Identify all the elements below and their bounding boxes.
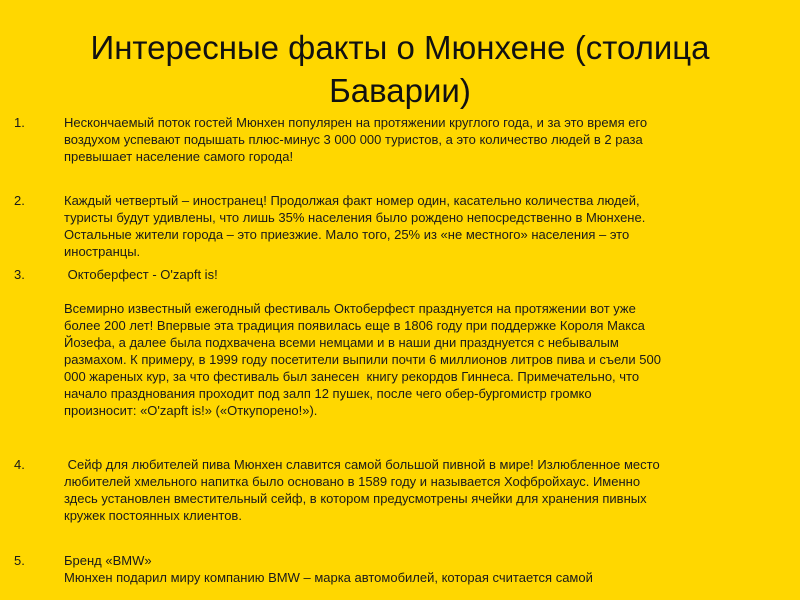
text-line: Сейф для любителей пива Мюнхен славится самой большой пивной в мире! Излюбленное место: [64, 457, 660, 472]
slide-title: [40, 26, 760, 112]
text-line: Бренд «BMW»: [64, 553, 152, 568]
item-number: 4.: [14, 457, 25, 472]
text-line-blank: [64, 283, 754, 300]
title-line: Интересные факты о Мюнхене (столица: [90, 29, 710, 66]
list-item: [0, 114, 800, 192]
item-text: [64, 266, 754, 419]
text-line: Всемирно известный ежегодный фестиваль Октоберфест празднуется на протяжении вот уже: [64, 301, 636, 316]
text-line: Октоберфест - O'zapft is!: [64, 267, 218, 282]
text-line: любителей хмельного напитка было основано в 1589 году и называется Хофбройхаус. Именно: [64, 474, 641, 489]
text-line: превышает население самого города!: [64, 149, 294, 164]
text-line: кружек постоянных клиентов.: [64, 508, 242, 523]
title-line: Баварии): [329, 72, 471, 109]
text-line: начало празднования проходит под залп 12 пушек, после чего обер-бургомистр громко: [64, 386, 592, 401]
text-line: 000 жареных кур, за что фестиваль был занесен книгу рекордов Гиннеса. Примечательно, что: [64, 369, 640, 384]
text-line: размахом. К примеру, в 1999 году посетители выпили почти 6 миллионов литров пива и съели 500: [64, 352, 661, 367]
list-item: [0, 192, 800, 266]
text-line: воздухом успевают подышать плюс-минус 3 000 000 туристов, а это количество людей в 2 раза: [64, 132, 643, 147]
item-number: 3.: [14, 267, 25, 282]
list-item: [0, 266, 800, 456]
item-number: 5.: [14, 553, 25, 568]
item-text: [64, 456, 754, 524]
list-item: [0, 456, 800, 552]
list-item: [0, 552, 800, 600]
text-line: Нескончаемый поток гостей Мюнхен популярен на протяжении круглого года, и за это время его: [64, 115, 648, 130]
item-number: 1.: [14, 115, 25, 130]
item-text: [64, 114, 754, 165]
text-line: Йозефа, а далее была подхвачена всеми немцами и в наши дни празднуется с небывалым: [64, 335, 619, 350]
text-line: Остальные жители города – это приезжие. Мало того, 25% из «не местного» населения – это: [64, 227, 630, 242]
text-line: произносит: «O'zapft is!» («Откупорено!»).: [64, 403, 318, 418]
item-number: 2.: [14, 193, 25, 208]
text-line: здесь установлен вместительный сейф, в котором предусмотрены ячейки для хранения пивных: [64, 491, 647, 506]
item-text: [64, 192, 754, 260]
text-line: Каждый четвертый – иностранец! Продолжая факт номер один, касательно количества людей,: [64, 193, 640, 208]
facts-list: [0, 114, 800, 600]
item-text: [64, 552, 754, 586]
text-line: Мюнхен подарил миру компанию BMW – марка автомобилей, которая считается самой: [64, 570, 593, 585]
text-line: иностранцы.: [64, 244, 141, 259]
text-line: более 200 лет! Впервые эта традиция появилась еще в 1806 году при поддержке Короля Макса: [64, 318, 645, 333]
text-line: туристы будут удивлены, что лишь 35% населения было рождено непосредственно в Мюнхене.: [64, 210, 646, 225]
